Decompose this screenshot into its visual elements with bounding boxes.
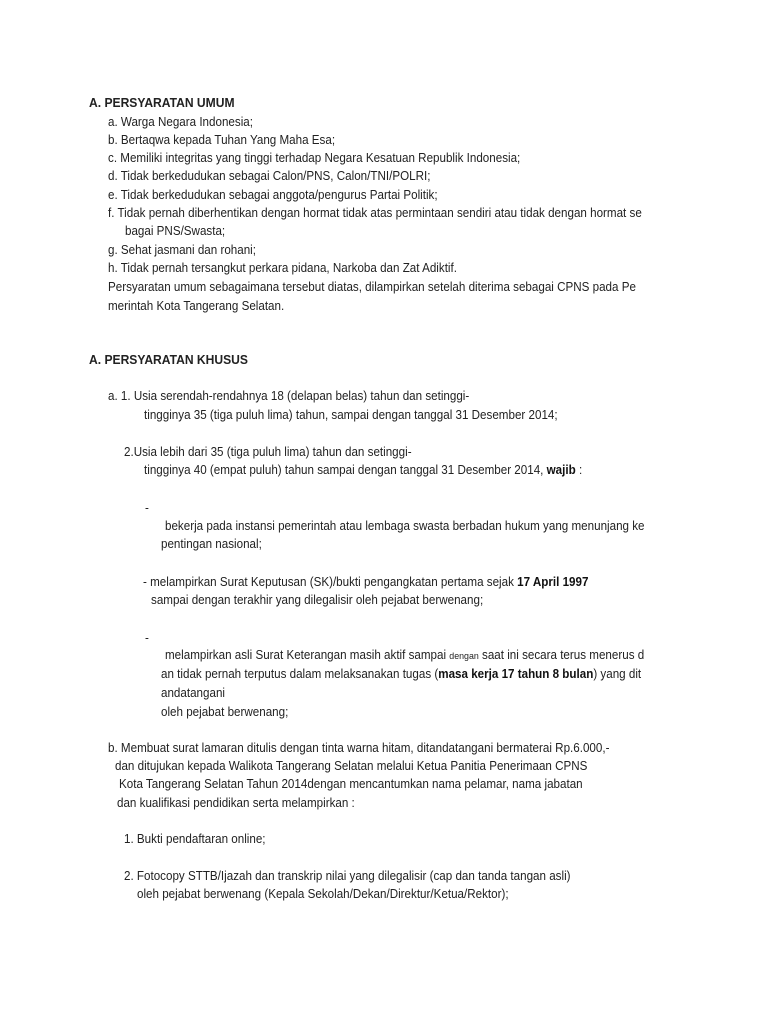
- bullet-dash: -: [145, 631, 149, 645]
- list-item: c. Memiliki integritas yang tinggi terhadap Negara Kesatuan Republik Indonesia;: [108, 151, 521, 165]
- attachment-item: 2. Fotocopy STTB/Ijazah dan transkrip nilai yang dilegalisir (cap dan tanda tangan asli): [124, 869, 571, 883]
- bullet-text-line: sampai dengan terakhir yang dilegalisir oleh pejabat berwenang;: [151, 593, 484, 607]
- requirement-b-line: dan ditujukan kepada Walikota Tangerang Selatan melalui Ketua Panitia Penerimaan CPNS: [115, 759, 588, 773]
- list-item-continuation: bagai PNS/Swasta;: [125, 224, 226, 238]
- list-item: h. Tidak pernah tersangkut perkara pidana, Narkoba dan Zat Adiktif.: [108, 261, 457, 275]
- bullet-text-line: andatangani: [161, 686, 226, 700]
- requirement-a2-line: 2.Usia lebih dari 35 (tiga puluh lima) tahun dan setinggi-: [124, 445, 412, 459]
- attachment-item-continuation: oleh pejabat berwenang (Kepala Sekolah/Dekan/Direktur/Ketua/Rektor);: [137, 887, 509, 901]
- requirement-b-line: dan kualifikasi pendidikan serta melampirkan :: [117, 796, 355, 810]
- requirement-b-line: b. Membuat surat lamaran ditulis dengan tinta warna hitam, ditandatangani bermaterai Rp.6.000,-: [108, 741, 610, 755]
- requirement-a1-line: a. 1. Usia serendah-rendahnya 18 (delapan belas) tahun dan setinggi-: [108, 389, 470, 403]
- bullet-text-line: oleh pejabat berwenang;: [161, 705, 289, 719]
- bullet-text-line: - melampirkan Surat Keputusan (SK)/bukti pengangkatan pertama sejak 17 April 1997: [143, 575, 589, 589]
- requirement-a1-line: tingginya 35 (tiga puluh lima) tahun, sampai dengan tanggal 31 Desember 2014;: [144, 408, 558, 422]
- list-item: d. Tidak berkedudukan sebagai Calon/PNS, Calon/TNI/POLRI;: [108, 169, 431, 183]
- heading-persyaratan-umum: A. PERSYARATAN UMUM: [89, 95, 235, 110]
- list-item: f. Tidak pernah diberhentikan dengan hormat tidak atas permintaan sendiri atau tidak dengan hormat se: [108, 206, 642, 220]
- heading-persyaratan-khusus: A. PERSYARATAN KHUSUS: [89, 352, 248, 367]
- bullet-text-line: an tidak pernah terputus dalam melaksanakan tugas (masa kerja 17 tahun 8 bulan) yang dit: [161, 667, 642, 681]
- list-item: e. Tidak berkedudukan sebagai anggota/pengurus Partai Politik;: [108, 188, 438, 202]
- list-item: a. Warga Negara Indonesia;: [108, 115, 253, 129]
- bullet-text-line: melampirkan asli Surat Keterangan masih aktif sampai dengan saat ini secara terus menerus d: [165, 648, 645, 662]
- closing-paragraph-line: Persyaratan umum sebagaimana tersebut diatas, dilampirkan setelah diterima sebagai CPNS pada Pe: [108, 280, 636, 294]
- bullet-text-line: bekerja pada instansi pemerintah atau lembaga swasta berbadan hukum yang menunjang ke: [165, 519, 645, 533]
- attachment-item: 1. Bukti pendaftaran online;: [124, 832, 266, 846]
- bullet-dash: -: [145, 501, 149, 515]
- wajib-emphasis: wajib: [546, 463, 576, 477]
- date-emphasis: 17 April 1997: [517, 575, 589, 589]
- masa-kerja-emphasis: masa kerja 17 tahun 8 bulan: [438, 667, 594, 681]
- requirement-b-line: Kota Tangerang Selatan Tahun 2014dengan mencantumkan nama pelamar, nama jabatan: [119, 777, 583, 791]
- list-item: b. Bertaqwa kepada Tuhan Yang Maha Esa;: [108, 133, 336, 147]
- bullet-text-line: pentingan nasional;: [161, 537, 262, 551]
- requirement-a2-line: tingginya 40 (empat puluh) tahun sampai dengan tanggal 31 Desember 2014, wajib :: [144, 463, 583, 477]
- list-item: g. Sehat jasmani dan rohani;: [108, 243, 257, 257]
- closing-paragraph-line: merintah Kota Tangerang Selatan.: [108, 299, 285, 313]
